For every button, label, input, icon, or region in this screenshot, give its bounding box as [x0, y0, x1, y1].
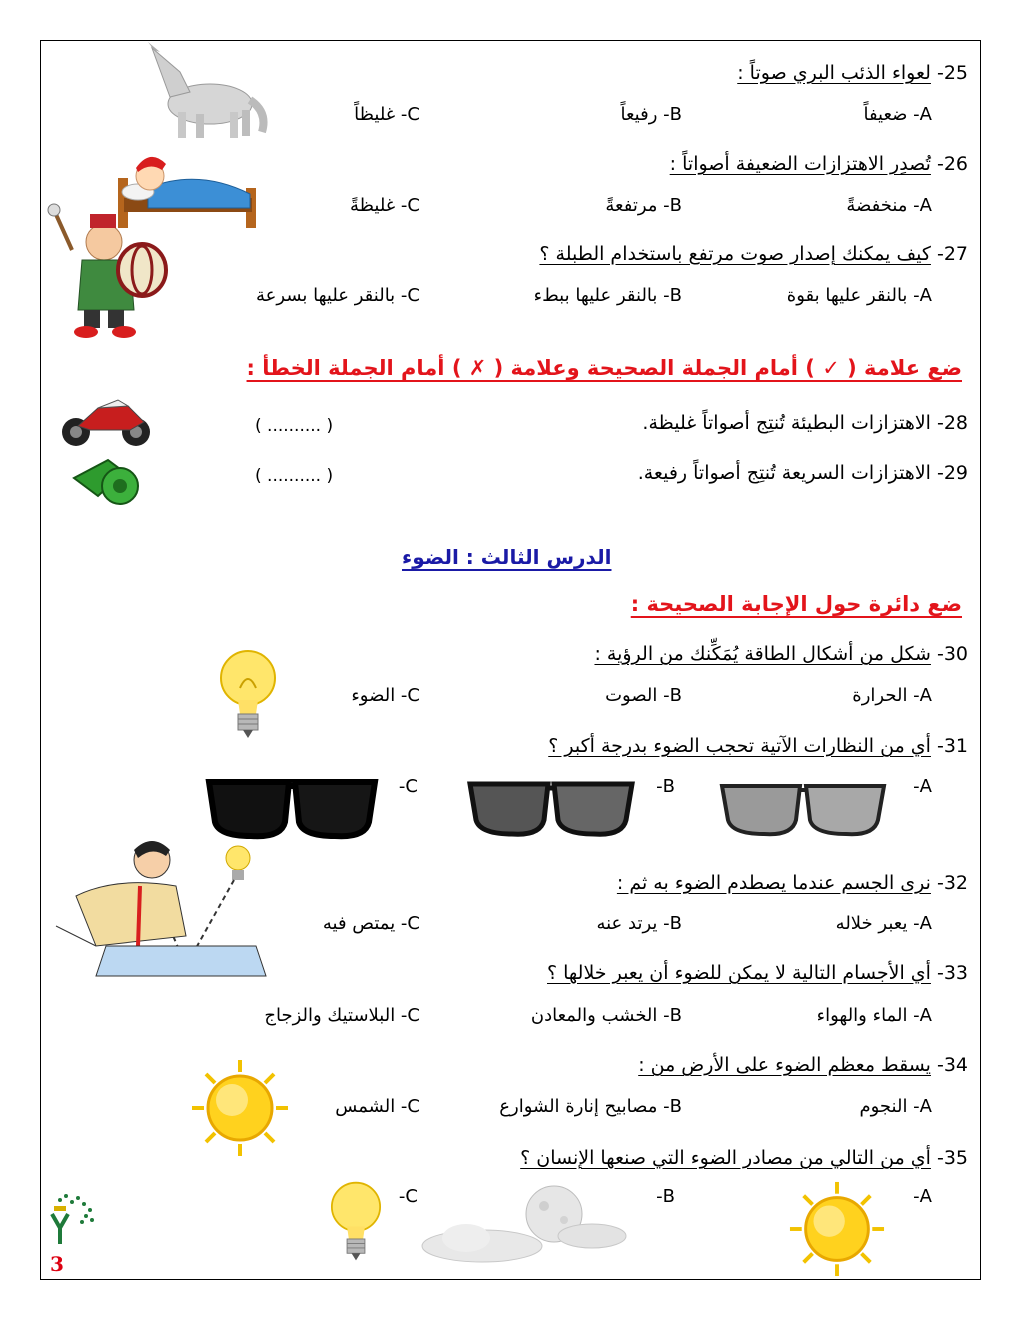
option-b[interactable]: B- رفيعاً: [620, 104, 682, 125]
option-a[interactable]: A- منخفضةً: [846, 195, 932, 216]
drummer-icon: [42, 200, 172, 340]
man-reading-map-icon: [56, 836, 276, 986]
question-35: [520, 1147, 968, 1169]
answer-blank-28[interactable]: ( .......... ): [255, 416, 334, 436]
option-a[interactable]: A- الماء والهواء: [816, 1005, 932, 1026]
statement-29: [638, 462, 968, 484]
question-text: تُصدِر الاهتزازات الضعيفة أصواتاً :: [669, 153, 931, 175]
motorcycle-icon: [58, 396, 154, 448]
question-number: 32-: [936, 872, 968, 894]
whistle-icon: [68, 452, 144, 510]
truefalse-heading: ضع علامة ( ✓ ) أمام الجملة الصحيحة وعلامة ( ✗ ) أمام الجملة الخطأ :: [246, 356, 962, 380]
logo-icon: [46, 1192, 102, 1248]
light-bulb-icon: [218, 648, 278, 742]
option-b[interactable]: B- الخشب والمعادن: [530, 1005, 682, 1026]
question-text: يسقط معظم الضوء على الأرض من :: [638, 1054, 931, 1076]
option-c[interactable]: C- غليظةً: [349, 195, 420, 216]
answer-blank-29[interactable]: ( .......... ): [255, 466, 334, 486]
option-c[interactable]: C- غليظاً: [354, 104, 420, 125]
question-text: أي من النظارات الآتية تحجب الضوء بدرجة أكبر ؟: [548, 735, 931, 757]
option-c[interactable]: C-: [398, 1186, 418, 1207]
question-32: [617, 872, 968, 894]
question-number: 33-: [936, 962, 968, 984]
question-text: أي الأجسام التالية لا يمكن للضوء أن يعبر خلالها ؟: [547, 962, 931, 984]
option-c[interactable]: C- يمتص فيه: [322, 913, 420, 934]
option-c[interactable]: C- بالنقر عليها بسرعة: [256, 285, 420, 306]
sun-icon: [190, 1058, 290, 1158]
question-text: أي من التالي من مصادر الضوء التي صنعها الإنسان ؟: [520, 1147, 931, 1169]
option-c[interactable]: C- البلاستيك والزجاج: [264, 1005, 420, 1026]
option-a[interactable]: A- يعبر خلاله: [835, 913, 932, 934]
option-b[interactable]: B-: [656, 1186, 675, 1207]
lesson-title: الدرس الثالث : الضوء: [402, 545, 612, 569]
question-26: [670, 153, 968, 175]
statement-28: [642, 412, 968, 434]
option-b[interactable]: B- الصوت: [605, 685, 682, 706]
question-number: 27-: [936, 243, 968, 265]
question-text: لعواء الذئب البري صوتاً :: [737, 62, 931, 84]
option-a[interactable]: A-: [913, 776, 932, 797]
mcq-heading: ضع دائرة حول الإجابة الصحيحة :: [630, 592, 962, 616]
option-c[interactable]: C- الشمس: [335, 1096, 420, 1117]
option-b[interactable]: B- بالنقر عليها ببطء: [533, 285, 682, 306]
statement-text: الاهتزازات السريعة تُنتِج أصواتاً رفيعة.: [637, 462, 931, 484]
sun-icon: [788, 1180, 886, 1278]
question-text: كيف يمكنك إصدار صوت مرتفع باستخدام الطبلة ؟: [539, 243, 931, 265]
question-number: 26-: [936, 153, 968, 175]
option-b[interactable]: B- يرتد عنه: [596, 913, 682, 934]
question-number: 30-: [936, 643, 968, 665]
question-27: [539, 243, 968, 265]
wolf-icon: [130, 42, 270, 142]
option-a[interactable]: A- بالنقر عليها بقوة: [786, 285, 932, 306]
option-c[interactable]: C- الضوء: [351, 685, 420, 706]
question-number: 28-: [936, 412, 968, 434]
option-c[interactable]: C-: [398, 776, 418, 797]
question-number: 31-: [936, 735, 968, 757]
moon-clouds-icon: [412, 1184, 632, 1268]
question-number: 35-: [936, 1147, 968, 1169]
option-a[interactable]: A- النجوم: [859, 1096, 932, 1117]
question-33: [547, 962, 968, 984]
option-b[interactable]: B-: [656, 776, 675, 797]
sunglasses-icon: [466, 778, 636, 842]
question-text: شكل من أشكال الطاقة يُمَكِّنك من الرؤية :: [594, 643, 931, 665]
question-text: نرى الجسم عندما يصطدم الضوء به ثم :: [616, 872, 931, 894]
question-34: [638, 1054, 968, 1076]
question-number: 34-: [936, 1054, 968, 1076]
option-a[interactable]: A- ضعيفاً: [863, 104, 932, 125]
question-25: [737, 62, 968, 84]
question-31: [548, 735, 968, 757]
question-number: 25-: [936, 62, 968, 84]
statement-text: الاهتزازات البطيئة تُنتِج أصواتاً غليظة.: [642, 412, 931, 434]
option-b[interactable]: B- مصابيح إنارة الشوارع: [499, 1096, 682, 1117]
sunglasses-icon: [718, 780, 888, 840]
option-a[interactable]: A-: [913, 1186, 932, 1207]
option-a[interactable]: A- الحرارة: [852, 685, 932, 706]
light-bulb-icon: [328, 1180, 384, 1264]
question-number: 29-: [936, 462, 968, 484]
page-number: 3: [50, 1252, 64, 1276]
question-30: [594, 643, 968, 665]
option-b[interactable]: B- مرتفعةً: [605, 195, 682, 216]
